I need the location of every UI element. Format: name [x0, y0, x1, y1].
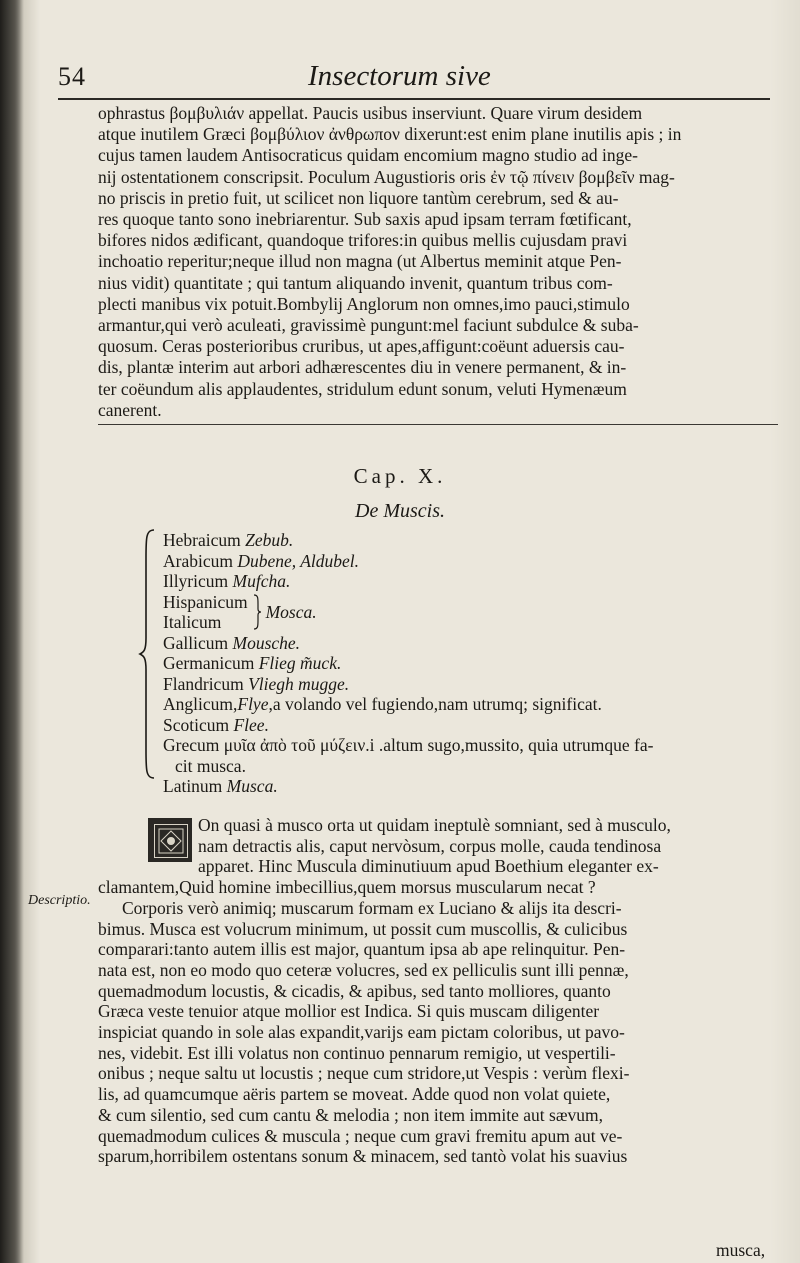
chapter-subtitle: De Muscis.: [355, 500, 445, 522]
binding-gutter: [0, 0, 24, 1263]
name-greek: Grecum μυῖα ἀπὸ τοῦ μύζειν.i .altum sugo,mussito, quia utrumque fa-: [163, 735, 654, 755]
text-line: canerent.: [98, 399, 162, 420]
page-header: [58, 62, 770, 98]
text-line: quosum. Ceras posterioribus cruribus, ut apes,affigunt:coëunt aduersis cau-: [98, 336, 625, 357]
small-brace-icon: [252, 594, 262, 630]
text-line: inchoatio reperitur;neque illud non magna (ut Albertus meminit atque Pen-: [98, 251, 622, 272]
text-line: comparari:tanto autem illis est major, quantum ipsa ab ape relinquitur. Pen-: [98, 939, 626, 960]
left-brace-icon: [138, 528, 158, 780]
text-line: nius vidit) quantitate ; qui tantum aliquando invenit, quantum tribus com-: [98, 272, 613, 293]
text-line: & cum silentio, sed cum cantu & melodia ; non item immite aut sævum,: [98, 1104, 603, 1125]
running-title: Insectorum sive: [308, 60, 491, 92]
text-line: Græca veste tenuior atque mollior est Indica. Si quis muscam diligenter: [98, 1001, 600, 1022]
text-line: atque inutilem Græci βομβύλιον ἀνθρωπον dixerunt:est enim plane inutilis apis ; in: [98, 124, 682, 145]
text-line: onibus ; neque saltu ut locustis ; neque cum stridore,ut Vespis : verùm flexi-: [98, 1063, 630, 1084]
page-number: 54: [58, 62, 86, 91]
paragraph-musca: [98, 815, 778, 1167]
section-rule: [98, 424, 778, 425]
text-line: nata est, non eo modo quo ceteræ volucres, sed ex pelliculis sunt illi pennæ,: [98, 959, 629, 980]
name-hispanic: Hispanicum: [163, 591, 248, 612]
name-flanders: Flandricum Vliegh mugge.: [163, 673, 350, 694]
text-line: nes, videbit. Est illi volatus non continuo pennarum remigio, ut vespertili-: [98, 1042, 616, 1063]
name-hebrew: Hebraicum Zebub.: [163, 530, 294, 550]
text-line: sparum,horribilem ostentans sonum & minacem, sed tantò volat his suavius: [98, 1146, 628, 1167]
text-line: ter coëundum alis applaudentes, stridulum edunt sonum, veluti Hymenæum: [98, 378, 627, 399]
text-line: Corporis verò animiq; muscarum formam ex Luciano & alijs ita descri-: [122, 897, 622, 918]
name-hispanic-italic: [163, 592, 763, 633]
text-line: no priscis in pretio fuit, ut scilicet non liquore tantùm cerebrum, sed & au-: [98, 187, 619, 208]
margin-note: Descriptio.: [28, 893, 91, 908]
text-line: quemadmodum culices & muscula ; neque cum gravi fremitu apum aut ve-: [98, 1125, 623, 1146]
names-list: [163, 530, 763, 797]
text-line: On quasi à musco orta ut quidam ineptulè somniant, sed à musculo,: [198, 815, 671, 835]
name-german: Germanicum Flieg m̃uck.: [163, 653, 342, 673]
name-illyric: Illyricum Mufcha.: [163, 571, 291, 591]
text-line: bimus. Musca est volucrum minimum, ut possit cum muscollis, & culicibus: [98, 918, 628, 939]
name-mosca: Mosca.: [265, 601, 317, 622]
paragraph-bombylius: [98, 103, 778, 421]
text-line: plecti manibus vix potuit.Bombylij Anglorum non omnes,imo pauci,stimulo: [98, 293, 630, 314]
catchword: musca,: [716, 1240, 766, 1260]
text-line: inspiciat quando in sole alas expandit,varijs eam pictam coloribus, ut pavo-: [98, 1022, 625, 1043]
text-line: quemadmodum locustis, & cicadis, & apibus, sed tanto molliores, quanto: [98, 980, 611, 1001]
name-latin: Latinum Musca.: [163, 776, 278, 796]
header-rule: [58, 98, 770, 100]
text-line: nam detractis alis, caput nervòsum, corpus molle, cauda tendinosa: [198, 835, 662, 856]
text-line: nij ostentationem conscripsit. Poculum Augustioris oris ἐν τῷ πίνειν βομβεῖν mag-: [98, 166, 675, 187]
text-line: bifores nidos ædificant, quandoque trifores:in quibus mellis cujusdam pravi: [98, 230, 628, 251]
text-line: res quoque tanto sono inebriarentur. Sub saxis apud ipsam terram fœtificant,: [98, 209, 632, 230]
chapter-heading: Cap. X.: [353, 464, 447, 488]
text-line: ophrastus βομβυλιάν appellat. Paucis usibus inserviunt. Quare virum desidem: [98, 103, 643, 123]
text-line: dis, plantæ interim aut arbori adhærescentes diu in venere permanent, & in-: [98, 357, 627, 378]
name-greek-cont: cit musca.: [175, 755, 246, 776]
text-line: cujus tamen laudem Antisocraticus quidam encomium magno studio ad inge-: [98, 145, 638, 166]
name-italic: Italicum: [163, 612, 222, 632]
text-line: apparet. Hinc Muscula diminutiuum apud Boethium eleganter ex-: [198, 856, 659, 877]
text-line: armantur,qui verò aculeati, gravissimè pungunt:mel faciunt subdulce & suba-: [98, 315, 639, 336]
name-english: Anglicum,Flye,a volando vel fugiendo,nam utrumq; significat.: [163, 694, 602, 714]
text-line: lis, ad quamcumque aëris partem se moveat. Adde quod non volat quiete,: [98, 1084, 611, 1105]
name-gallic: Gallicum Mousche.: [163, 632, 301, 653]
name-arabic: Arabicum Dubene, Aldubel.: [163, 550, 360, 571]
text-line: clamantem,Quid homine imbecillius,quem morsus muscularum necat ?: [98, 877, 596, 898]
name-scots: Scoticum Flee.: [163, 714, 269, 735]
